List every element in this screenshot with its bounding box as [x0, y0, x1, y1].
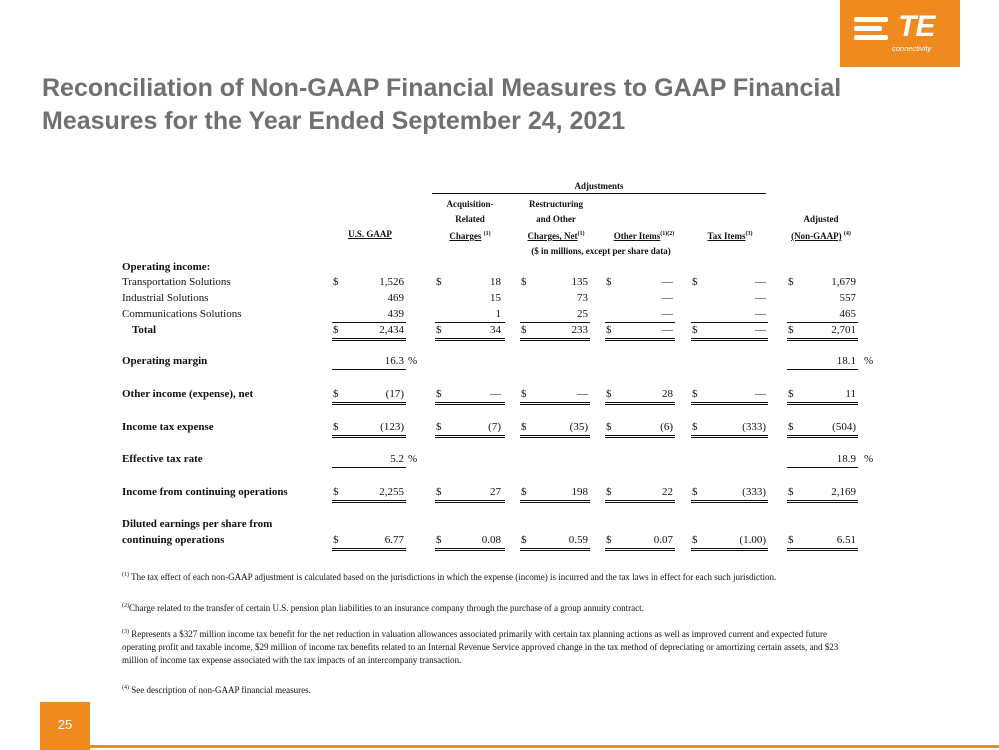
cell-double-underline [691, 437, 768, 438]
cell-tax_expense-0: (123) [380, 421, 404, 433]
dollar-sign: $ [521, 486, 527, 498]
cell-transport-2: 135 [571, 276, 588, 288]
cell-double-underline [605, 437, 675, 438]
cell-transport-5: 1,679 [831, 276, 856, 288]
footnote-2-text: Charge related to the transfer of certain U.S. pension plan liabilities to an insurance company through the purchase of a group annuity contract. [129, 603, 644, 613]
header-adj-l1: Adjusted [803, 214, 839, 224]
header-divider [432, 193, 766, 194]
footnote-3-mark: (3) [122, 629, 129, 635]
dollar-sign: $ [333, 534, 339, 546]
cell-double-underline [787, 550, 858, 551]
cell-underline [691, 322, 768, 323]
footnote-4-text: See description of non-GAAP financial measures. [131, 685, 311, 695]
dollar-sign: $ [788, 421, 794, 433]
cell-total-1: 34 [490, 324, 501, 336]
cell-total-3: — [662, 324, 673, 336]
cell-double-underline [520, 550, 590, 551]
cell-underline [332, 369, 406, 370]
cell-underline [605, 500, 675, 501]
dollar-sign: $ [692, 324, 698, 336]
cell-transport-3: — [662, 276, 673, 288]
cell-transport-0: 1,526 [379, 276, 404, 288]
cell-underline [520, 402, 590, 403]
cell-cont_ops-4: (333) [742, 486, 766, 498]
row-label-total: Total [132, 324, 157, 336]
cell-industrial-5: 557 [839, 292, 856, 304]
cell-eps-2: 0.59 [568, 534, 588, 546]
dollar-sign: $ [606, 534, 612, 546]
header-other-items [604, 229, 684, 242]
cell-transport-4: — [755, 276, 766, 288]
cell-other_income-4: — [755, 388, 766, 400]
cell-underline [435, 338, 505, 339]
cell-comms-0: 439 [387, 308, 404, 320]
header-other-sup: (1)(2) [660, 231, 675, 237]
cell-underline [691, 435, 768, 436]
dollar-sign: $ [521, 534, 527, 546]
cell-underline [520, 435, 590, 436]
cell-underline [435, 500, 505, 501]
dollar-sign: $ [788, 324, 794, 336]
cell-double-underline [435, 437, 505, 438]
cell-underline [787, 402, 858, 403]
cell-double-underline [520, 502, 590, 503]
cell-eps-1: 0.08 [481, 534, 501, 546]
cell-underline [691, 402, 768, 403]
dollar-sign: $ [436, 388, 442, 400]
dollar-sign: $ [788, 388, 794, 400]
footnote-4-mark: (4) [122, 685, 129, 691]
cell-cont_ops-1: 27 [490, 486, 501, 498]
dollar-sign: $ [606, 421, 612, 433]
cell-comms-3: — [662, 308, 673, 320]
cell-double-underline [435, 502, 505, 503]
cell-double-underline [787, 502, 858, 503]
cell-underline [691, 338, 768, 339]
cell-underline [787, 548, 858, 549]
header-restr-sup: (1) [577, 231, 585, 237]
header-adjustments: Adjustments [574, 181, 624, 191]
row-label-tax_expense: Income tax expense [122, 421, 214, 433]
cell-industrial-2: 73 [577, 292, 588, 304]
dollar-sign: $ [692, 421, 698, 433]
cell-underline [520, 548, 590, 549]
cell-underline [332, 500, 406, 501]
cell-double-underline [605, 550, 675, 551]
cell-double-underline [691, 550, 768, 551]
cell-double-underline [520, 437, 590, 438]
bottom-accent-line [90, 745, 999, 748]
header-adj-sup: (4) [843, 231, 851, 237]
row-label-industrial: Industrial Solutions [122, 292, 209, 304]
cell-tax_expense-5: (504) [832, 421, 856, 433]
dollar-sign: $ [606, 486, 612, 498]
cell-tax_expense-3: (6) [660, 421, 673, 433]
header-tax-items [690, 229, 770, 242]
cell-other_income-1: — [490, 388, 501, 400]
dollar-sign: $ [521, 276, 527, 288]
cell-underline [787, 500, 858, 501]
cell-underline [787, 322, 858, 323]
footnote-4 [122, 682, 862, 697]
cell-tax_expense-2: (35) [569, 421, 588, 433]
footnote-1-mark: (1) [122, 572, 129, 578]
cell-transport-1: 18 [490, 276, 501, 288]
dollar-sign: $ [521, 421, 527, 433]
cell-underline [332, 402, 406, 403]
cell-industrial-3: — [662, 292, 673, 304]
dollar-sign: $ [606, 388, 612, 400]
header-restr-l2: and Other [536, 214, 576, 224]
cell-underline [332, 467, 406, 468]
cell-comms-2: 25 [577, 308, 588, 320]
cell-double-underline [435, 550, 505, 551]
dollar-sign: $ [333, 276, 339, 288]
cell-double-underline [332, 502, 406, 503]
footnote-2-mark: (2) [122, 603, 129, 609]
cell-underline [787, 338, 858, 339]
header-acq-l3 [432, 229, 508, 242]
cell-eps-5: 6.51 [836, 534, 856, 546]
page-number: 25 [40, 702, 90, 750]
cell-underline [691, 548, 768, 549]
cell-underline [332, 322, 406, 323]
cell-double-underline [787, 404, 858, 405]
row-label-cont_ops: Income from continuing operations [122, 486, 288, 498]
footnote-3 [122, 626, 862, 667]
cell-underline [435, 548, 505, 549]
cell-underline [605, 322, 675, 323]
footnote-2 [122, 600, 862, 615]
cell-double-underline [691, 502, 768, 503]
cell-underline [435, 435, 505, 436]
cell-underline [787, 467, 858, 468]
cell-double-underline [605, 404, 675, 405]
header-acq-sup: (1) [483, 231, 491, 237]
cell-double-underline [787, 437, 858, 438]
cell-industrial-0: 469 [387, 292, 404, 304]
cell-double-underline [691, 340, 768, 341]
cell-margin-adj: 18.1 [836, 355, 856, 367]
dollar-sign: $ [521, 324, 527, 336]
cell-tax_expense-1: (7) [488, 421, 501, 433]
cell-double-underline [332, 404, 406, 405]
cell-cont_ops-5: 2,169 [831, 486, 856, 498]
cell-industrial-1: 15 [490, 292, 501, 304]
dollar-sign: $ [333, 324, 339, 336]
row-label-eff_tax: Effective tax rate [122, 453, 203, 465]
logo-subtext: connectivity [892, 44, 932, 53]
dollar-sign: $ [788, 276, 794, 288]
header-tax-text: Tax Items [707, 231, 746, 241]
cell-double-underline [605, 502, 675, 503]
header-adj-l2-text: (Non-GAAP) [791, 231, 842, 241]
cell-other_income-2: — [577, 388, 588, 400]
cell-double-underline [435, 340, 505, 341]
dollar-sign: $ [692, 276, 698, 288]
page-title: Reconciliation of Non-GAAP Financial Measures to GAAP Financial Measures for the Year Ended September 24, 2021 [42, 74, 842, 135]
dollar-sign: $ [436, 486, 442, 498]
footnote-1 [122, 569, 862, 584]
cell-eff_tax-gaap: 5.2 [390, 453, 404, 465]
dollar-sign: $ [692, 534, 698, 546]
cell-other_income-3: 28 [662, 388, 673, 400]
footnote-1-text: The tax effect of each non-GAAP adjustment is calculated based on the jurisdictions in which the expense (income) is incurred and the tax laws in effect for each such jurisdiction. [131, 572, 777, 582]
cell-double-underline [332, 550, 406, 551]
header-adj-l2 [780, 229, 862, 242]
cell-margin-gaap: 16.3 [384, 355, 404, 367]
cell-cont_ops-3: 22 [662, 486, 673, 498]
cell-underline [605, 548, 675, 549]
header-restr-l1: Restructuring [529, 199, 583, 209]
cell-underline [332, 338, 406, 339]
dollar-sign: $ [692, 388, 698, 400]
row-label-transport: Transportation Solutions [122, 276, 231, 288]
cell-cont_ops-2: 198 [571, 486, 588, 498]
dollar-sign: $ [333, 388, 339, 400]
cell-cont_ops-0: 2,255 [379, 486, 404, 498]
footnote-3-text: Represents a $327 million income tax benefit for the net reduction in valuation allowances associated primarily with certain tax planning actions as well as improved current and expected future operating profit and taxable income, $29 million of income tax benefits related to an Internal Revenue Service approved change in the tax method of depreciating or amortizing certain assets, and $23 million of income tax expense associated with the tax impacts of an intercompany transaction. [122, 629, 839, 665]
pct-adj: % [864, 355, 874, 367]
cell-comms-4: — [755, 308, 766, 320]
dollar-sign: $ [692, 486, 698, 498]
cell-eps-4: (1.00) [739, 534, 766, 546]
header-acq-l3-text: Charges [449, 231, 482, 241]
row-label-eps-2: continuing operations [122, 534, 225, 546]
cell-comms-5: 465 [839, 308, 856, 320]
dollar-sign: $ [436, 276, 442, 288]
cell-industrial-4: — [755, 292, 766, 304]
cell-underline [787, 435, 858, 436]
pct-gaap: % [408, 453, 418, 465]
header-acq-l2: Related [455, 214, 485, 224]
cell-eff_tax-adj: 18.9 [836, 453, 856, 465]
cell-double-underline [435, 404, 505, 405]
cell-underline [332, 435, 406, 436]
dollar-sign: $ [333, 486, 339, 498]
dollar-sign: $ [436, 324, 442, 336]
row-label-comms: Communications Solutions [122, 308, 242, 320]
logo-text: TE [898, 10, 935, 43]
cell-double-underline [787, 340, 858, 341]
cell-comms-1: 1 [495, 308, 501, 320]
cell-double-underline [605, 340, 675, 341]
cell-underline [605, 402, 675, 403]
dollar-sign: $ [333, 421, 339, 433]
dollar-sign: $ [521, 388, 527, 400]
cell-eps-0: 6.77 [384, 534, 404, 546]
header-tax-sup: (3) [745, 231, 753, 237]
cell-double-underline [691, 404, 768, 405]
cell-underline [605, 435, 675, 436]
pct-gaap: % [408, 355, 418, 367]
cell-tax_expense-4: (333) [742, 421, 766, 433]
cell-double-underline [520, 404, 590, 405]
cell-double-underline [520, 340, 590, 341]
cell-double-underline [332, 340, 406, 341]
cell-underline [520, 322, 590, 323]
dollar-sign: $ [606, 324, 612, 336]
cell-underline [787, 369, 858, 370]
header-units: ($ in millions, except per share data) [531, 246, 671, 256]
cell-eps-3: 0.07 [653, 534, 673, 546]
cell-total-5: 2,701 [831, 324, 856, 336]
cell-other_income-5: 11 [845, 388, 856, 400]
cell-underline [435, 322, 505, 323]
dollar-sign: $ [606, 276, 612, 288]
header-restr-l3-text: Charges, Net [527, 231, 578, 241]
cell-underline [332, 548, 406, 549]
row-label-margin: Operating margin [122, 355, 208, 367]
row-label-eps-1: Diluted earnings per share from [122, 518, 273, 530]
header-other-text: Other Items [613, 231, 661, 241]
cell-underline [520, 338, 590, 339]
cell-double-underline [332, 437, 406, 438]
header-us-gaap: U.S. GAAP [348, 229, 392, 239]
pct-adj: % [864, 453, 874, 465]
dollar-sign: $ [788, 486, 794, 498]
operating-income-heading: Operating income: [122, 261, 211, 273]
header-acq-l1: Acquisition- [446, 199, 494, 209]
cell-total-2: 233 [571, 324, 588, 336]
dollar-sign: $ [436, 534, 442, 546]
dollar-sign: $ [436, 421, 442, 433]
cell-total-0: 2,434 [379, 324, 404, 336]
cell-underline [435, 402, 505, 403]
dollar-sign: $ [788, 534, 794, 546]
cell-underline [691, 500, 768, 501]
header-restr-l3 [516, 229, 596, 242]
cell-underline [605, 338, 675, 339]
row-label-other_income: Other income (expense), net [122, 388, 254, 400]
cell-total-4: — [755, 324, 766, 336]
cell-other_income-0: (17) [385, 388, 404, 400]
cell-underline [520, 500, 590, 501]
